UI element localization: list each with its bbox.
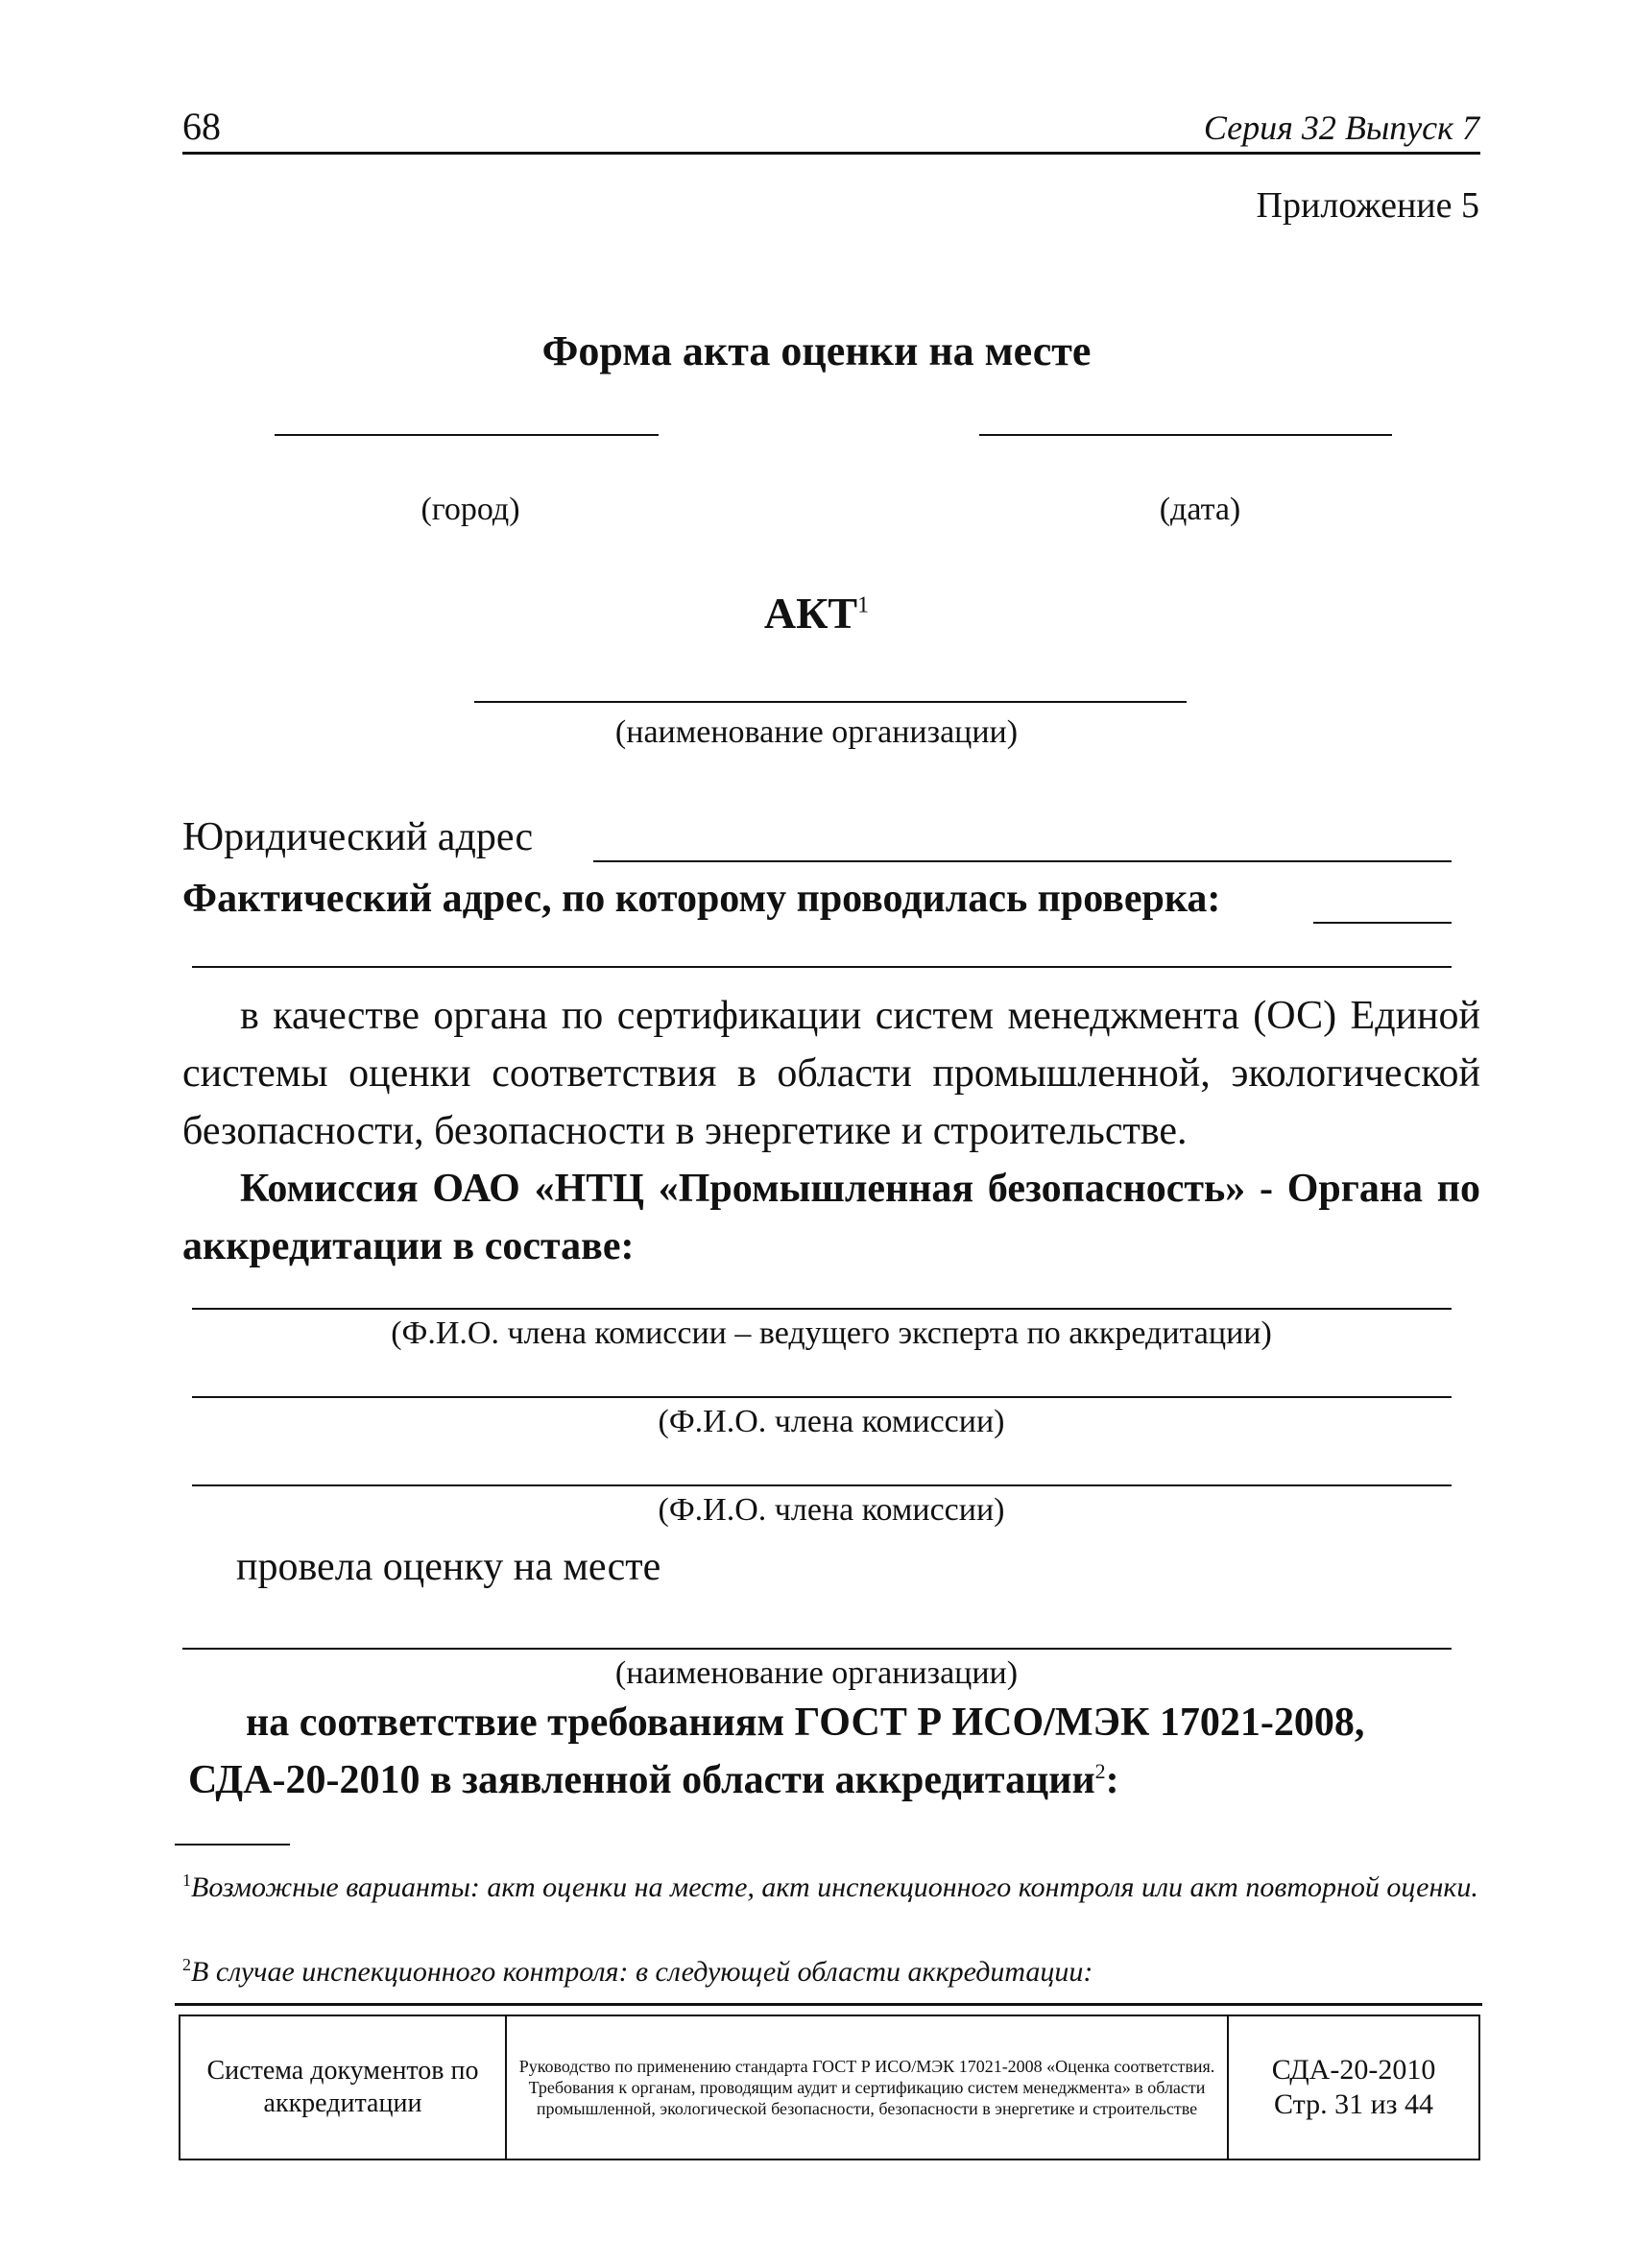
footnote-2 — [182, 1943, 1480, 1993]
footer-system-cell: Система документов по аккредитации — [180, 2015, 506, 2159]
org-blank-line-1 — [474, 701, 1187, 703]
act-label: АКТ — [763, 589, 858, 638]
member-caption-3: (Ф.И.О. члена комиссии) — [658, 1492, 1005, 1528]
header-rule — [182, 152, 1480, 155]
actual-address-blank-2 — [192, 966, 1452, 968]
legal-address-label: Юридический адрес — [182, 815, 534, 859]
conformity-line-2-end: : — [1105, 1758, 1119, 1802]
org-caption-1: (наименование организации) — [614, 714, 1019, 750]
footer-page: Стр. 31 из 44 — [1274, 2088, 1433, 2120]
series-label: Серия 32 Выпуск 7 — [1203, 109, 1479, 147]
date-blank-line — [979, 434, 1392, 436]
footer-doc-cell — [1228, 2015, 1479, 2159]
act-heading — [0, 588, 1633, 639]
conformity-line-2 — [188, 1757, 1119, 1803]
member-blank-lead — [192, 1308, 1452, 1310]
actual-address-label: Фактический адрес, по которому проводилась проверка: — [182, 877, 1221, 921]
org-caption-2: (наименование организации) — [614, 1655, 1019, 1691]
actual-address-blank — [1313, 922, 1452, 924]
member-blank-2 — [192, 1396, 1452, 1398]
appendix-label: Приложение 5 — [1256, 185, 1479, 226]
legal-address-blank — [593, 860, 1452, 862]
footer-doc-code: СДА-20-2010 — [1271, 2054, 1436, 2086]
footnote-1 — [182, 1859, 1480, 1909]
form-title: Форма акта оценки на месте — [541, 327, 1092, 374]
conducted-text: провела оценку на месте — [236, 1545, 661, 1589]
footer-table — [179, 2015, 1480, 2160]
member-caption-lead: (Ф.И.О. члена комиссии – ведущего эксперта по аккредитации) — [391, 1315, 1272, 1351]
footnote-rule — [175, 1844, 290, 1846]
body-paragraph-1: в качестве органа по сертификации систем менеджмента (ОС) Единой системы оценки соответствия в области промышленной, экологической безопасности, безопасности в энергетике и строительстве. — [182, 994, 1480, 1153]
footer-guide-cell: Руководство по применению стандарта ГОСТ Р ИСО/МЭК 17021-2008 «Оценка соответствия. Требования к органам, проводящим аудит и сертификацию систем менеджмента» в области промышленной, экологической безопасности, безопасности в энергетике и строительстве — [506, 2015, 1228, 2159]
page-number: 68 — [182, 105, 221, 148]
member-caption-2: (Ф.И.О. члена комиссии) — [658, 1404, 1005, 1439]
org-blank-line-2 — [182, 1648, 1452, 1650]
body-paragraph-2: Комиссия ОАО «НТЦ «Промышленная безопасность» - Органа по аккредитации в составе: — [182, 1167, 1480, 1268]
city-caption: (город) — [420, 492, 520, 527]
conformity-line-2-text: СДА-20-2010 в заявленной области аккредитации — [188, 1758, 1095, 1802]
city-blank-line — [275, 434, 659, 436]
date-caption: (дата) — [1159, 492, 1241, 527]
footnote-1-mark: 1 — [182, 1870, 191, 1890]
footnote-2-mark: 2 — [182, 1955, 191, 1974]
footer-rule — [175, 2003, 1482, 2006]
footnote-2-text: В случае инспекционного контроля: в следующей области аккредитации: — [191, 1956, 1093, 1988]
member-blank-3 — [192, 1484, 1452, 1486]
conformity-footnote-mark: 2 — [1094, 1759, 1106, 1783]
conformity-line-1: на соответствие требованиям ГОСТ Р ИСО/МЭК 17021-2008, — [246, 1701, 1365, 1745]
footnote-1-text: Возможные варианты: акт оценки на месте, акт инспекционного контроля или акт повторной оценки. — [191, 1871, 1478, 1903]
act-footnote-mark: 1 — [857, 592, 870, 618]
